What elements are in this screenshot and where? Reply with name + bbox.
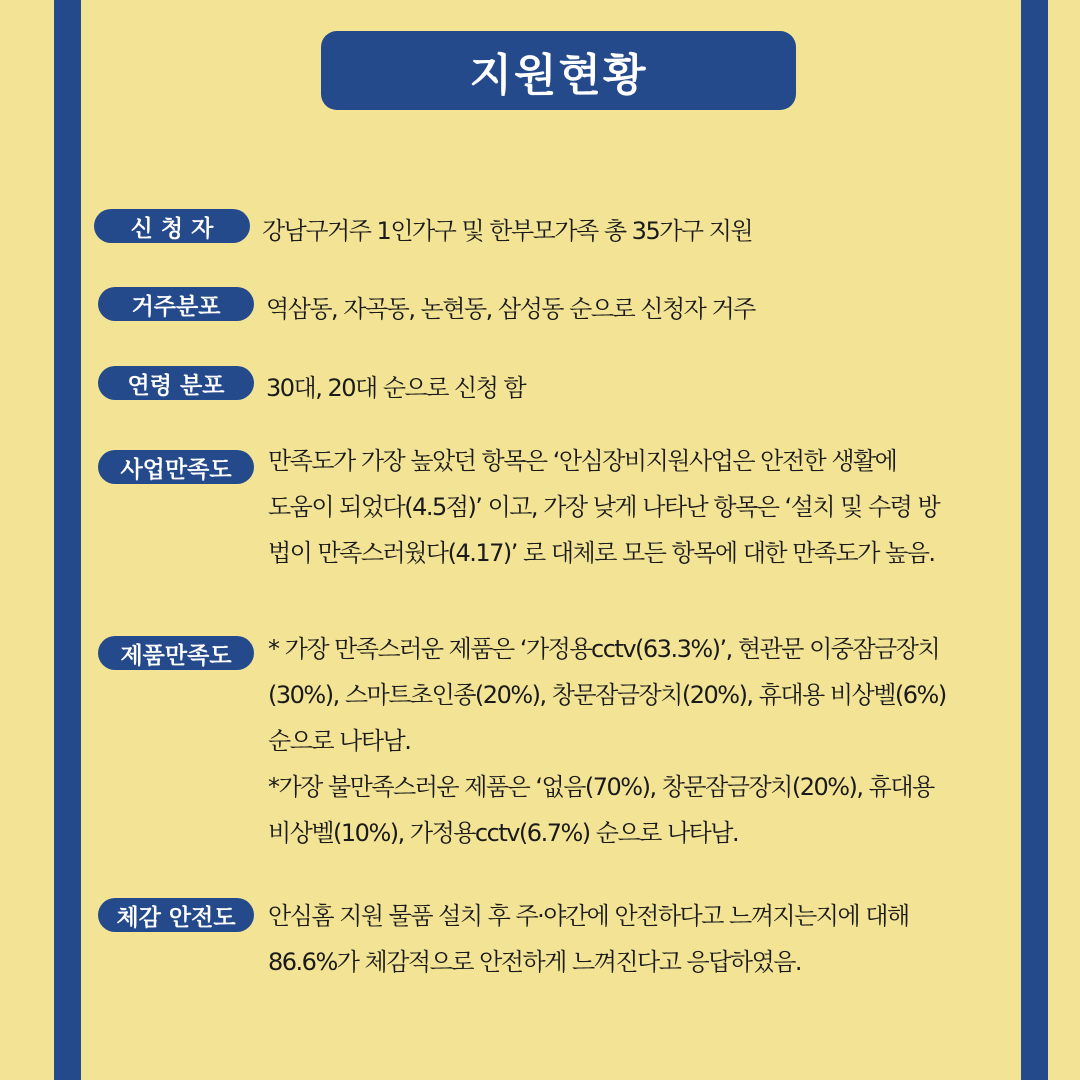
text-product-satisfaction <box>268 626 988 856</box>
text-line: 안심홈 지원 물품 설치 후 주·야간에 안전하다고 느껴지는지에 대해 <box>268 902 909 930</box>
label-program-satisfaction: 사업만족도 <box>98 450 254 484</box>
text-applicant: 강남구거주 1인가구 및 한부모가족 총 35가구 지원 <box>262 217 753 245</box>
text-perceived-safety <box>268 893 988 985</box>
text-line: * 가장 만족스러운 제품은 ‘가정용cctv(63.3%)’, 현관문 이중잠금장치 <box>268 635 940 663</box>
label-residence: 거주분포 <box>98 287 254 321</box>
text-line: 비상벨(10%), 가정용cctv(6.7%) 순으로 나타남. <box>268 819 739 847</box>
text-line: 순으로 나타남. <box>268 727 411 755</box>
label-product-satisfaction: 제품만족도 <box>98 636 254 670</box>
text-age: 30대, 20대 순으로 신청 함 <box>266 374 526 402</box>
text-program-satisfaction <box>268 438 988 576</box>
text-line: 도움이 되었다(4.5점)’ 이고, 가장 낮게 나타난 항목은 ‘설치 및 수령 방 <box>268 493 940 521</box>
page-title: 지원현황 <box>321 31 796 110</box>
right-border-bar <box>1021 0 1048 1080</box>
left-border-bar <box>54 0 81 1080</box>
label-applicant: 신 청 자 <box>94 209 250 243</box>
text-residence: 역삼동, 자곡동, 논현동, 삼성동 순으로 신청자 거주 <box>266 295 755 323</box>
label-age: 연령 분포 <box>98 366 254 400</box>
text-line: *가장 불만족스러운 제품은 ‘없음(70%), 창문잠금장치(20%), 휴대용 <box>268 773 934 801</box>
text-line: 법이 만족스러웠다(4.17)’ 로 대체로 모든 항목에 대한 만족도가 높음. <box>268 539 935 567</box>
text-line: (30%), 스마트초인종(20%), 창문잠금장치(20%), 휴대용 비상벨(6%) <box>268 681 946 709</box>
text-line: 86.6%가 체감적으로 안전하게 느껴진다고 응답하였음. <box>268 948 802 976</box>
label-perceived-safety: 체감 안전도 <box>98 898 254 932</box>
text-line: 만족도가 가장 높았던 항목은 ‘안심장비지원사업은 안전한 생활에 <box>268 447 897 475</box>
